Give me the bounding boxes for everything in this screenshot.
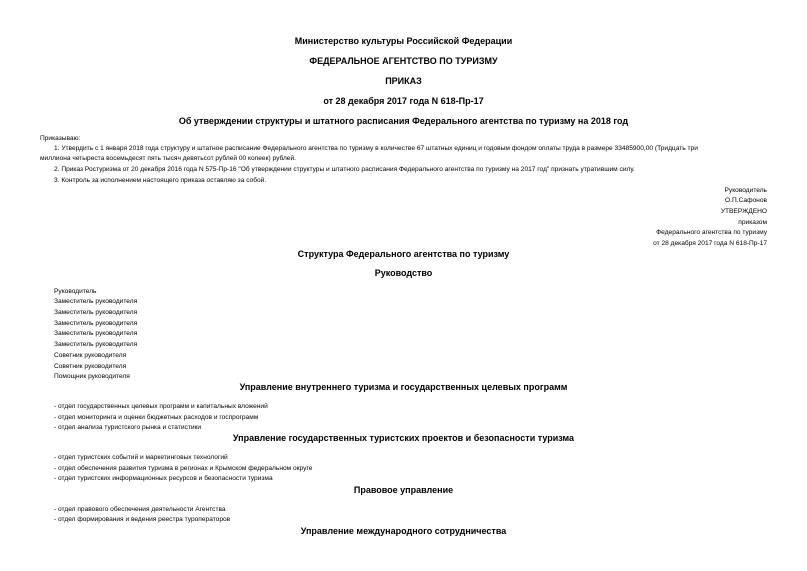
list-item: Руководитель [54, 288, 97, 295]
list-item: Советник руководителя [54, 363, 127, 370]
paragraph-2: 2. Приказ Ростуризма от 20 декабря 2016 года N 575-Пр-16 "Об утверждении структуры и штатного расписания Федерального агентства по туризму на 2017 год" признать утратившим силу. [54, 166, 635, 173]
doc-date-number: от 28 декабря 2017 года N 618-Пр-17 [323, 96, 484, 106]
dept1-heading: Управление внутреннего туризма и государственных целевых программ [239, 382, 568, 392]
list-item: Заместитель руководителя [54, 341, 138, 348]
list-item: - отдел туристских событий и маркетинговых технологий [54, 454, 228, 461]
structure-title: Структура Федерального агентства по туризму [297, 249, 510, 259]
paragraph-1-line-1: 1. Утвердить с 1 января 2018 года структуру и штатное расписание Федерального агентства по туризму в количестве 67 штатных единиц и годовым фондом оплаты труда в размере 33485900,00 (Тридцать три [54, 145, 698, 152]
paragraph-1-line-2: миллиона четыреста восемьдесят пять тысяч девятьсот рублей 00 копеек) рублей. [40, 155, 296, 162]
approved-stamp: УТВЕРЖДЕНО [720, 208, 767, 215]
list-item: Помощник руководителя [54, 373, 130, 380]
doc-title: Об утверждении структуры и штатного расписания Федерального агентства по туризму на 2018 год [178, 116, 629, 126]
list-item: - отдел анализа туристского рынка и статистики [54, 424, 202, 431]
paragraph-3: 3. Контроль за исполнением настоящего приказа оставляю за собой. [54, 177, 267, 184]
list-item: - отдел формирования и ведения реестра туроператоров [54, 516, 231, 523]
list-item: Заместитель руководителя [54, 320, 138, 327]
list-item: - отдел правового обеспечения деятельности Агентства [54, 506, 226, 513]
approved-by-order: приказом [738, 219, 767, 226]
signature-position: Руководитель [724, 187, 767, 194]
list-item: - отдел туристских информационных ресурсов и безопасности туризма [54, 475, 273, 482]
signature-name: О.П.Сафонов [725, 197, 767, 204]
dept3-heading: Правовое управление [353, 485, 454, 495]
list-item: - отдел мониторинга и оценки бюджетных расходов и госпрограмм [54, 414, 259, 421]
approved-agency: Федерального агентства по туризму [656, 229, 767, 236]
approved-date-number: от 28 декабря 2017 года N 618-Пр-17 [653, 240, 767, 247]
dept2-heading: Управление государственных туристских проектов и безопасности туризма [232, 433, 575, 443]
list-item: Заместитель руководителя [54, 298, 138, 305]
list-item: Советник руководителя [54, 352, 127, 359]
doc-type-heading: ПРИКАЗ [385, 76, 422, 86]
leadership-heading: Руководство [374, 268, 433, 278]
list-item: - отдел обеспечения развития туризма в регионах и Крымском федеральном округе [54, 465, 313, 472]
list-item: Заместитель руководителя [54, 330, 138, 337]
agency-heading: ФЕДЕРАЛЬНОЕ АГЕНТСТВО ПО ТУРИЗМУ [309, 56, 498, 66]
order-word: Приказываю: [40, 135, 81, 142]
dept4-heading: Управление международного сотрудничества [300, 526, 507, 536]
list-item: - отдел государственных целевых программ и капитальных вложений [54, 403, 268, 410]
ministry-heading: Министерство культуры Российской Федерации [294, 36, 513, 46]
list-item: Заместитель руководителя [54, 309, 138, 316]
